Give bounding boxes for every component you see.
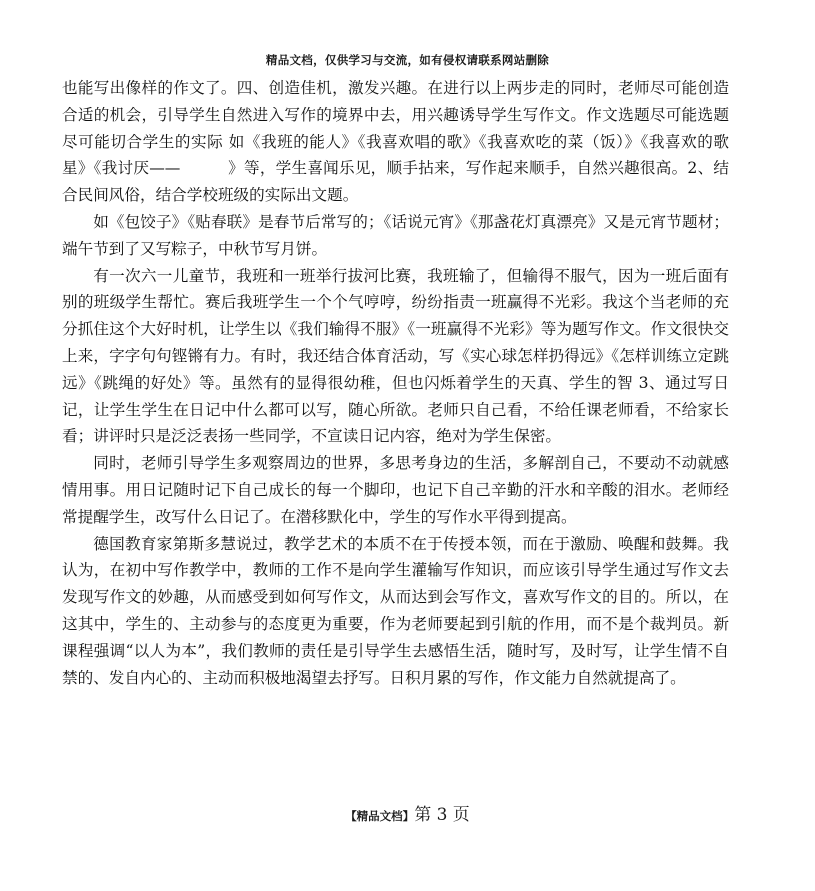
page-footer [0,800,815,825]
page-header-watermark: 精品文档，仅供学习与交流，如有侵权请联系网站删除 [265,53,550,67]
paragraph-4: 同时，老师引导学生多观察周边的世界，多思考身边的生活，多解剖自己，不要动不动就感情用事。用日记随时记下自己成长的每一个脚印，也记下自己辛勤的汗水和辛酸的泪水。老师经常提醒学生，改写什么日记了。在潜移默化中，学生的写作水平得到提高。 [62,454,729,526]
page-number: 第 3 页 [414,805,470,825]
document-body [62,75,729,691]
paragraph-3: 有一次六一儿童节，我班和一班举行拔河比赛，我班输了，但输得不服气，因为一班后面有别的班级学生帮忙。赛后我班学生一个个气哼哼，纷纷指责一班赢得不光彩。我这个当老师的充分抓住这个大好时机，让学生以《我们输得不服》《一班赢得不光彩》等为题写作文。作文很快交上来，字字句句铿锵有力。有时，我还结合体育活动，写《实心球怎样扔得远》《怎样训练立定跳远》《跳绳的好处》等。虽然有的显得很幼稚，但也闪烁着学生的天真、学生的智 3、通过写日记，让学生学生在日记中什么都可以写，随心所欲。老师只自己看，不给任课老师看，不给家长看；讲评时只是泛泛表扬一些同学，不宣读日记内容，绝对为学生保密。 [62,266,729,446]
paragraph-1: 也能写出像样的作文了。四、创造佳机，激发兴趣。在进行以上两步走的同时，老师尽可能创造合适的机会，引导学生自然进入写作的境界中去，用兴趣诱导学生写作文。作文选题尽可能选题尽可能切合学生的实际 如《我班的能人》《我喜欢唱的歌》《我喜欢吃的菜（饭）》《我喜欢的歌星》《我讨厌—— 》等，学生喜闻乐见，顺手拈来，写作起来顺手，自然兴趣很高。2、结合民间风俗，结合学校班级的实际出文题。 [62,79,729,205]
footer-tag: 【精品文档】 [345,809,415,823]
paragraph-2: 如《包饺子》《贴春联》是春节后常写的；《话说元宵》《那盏花灯真漂亮》又是元宵节题材；端午节到了又写粽子，中秋节写月饼。 [62,212,729,258]
paragraph-5: 德国教育家第斯多慧说过，教学艺术的本质不在于传授本领，而在于激励、唤醒和鼓舞。我认为，在初中写作教学中，教师的工作不是向学生灌输写作知识，而应该引导学生通过写作文去发现写作文的妙趣，从而感受到如何写作文，从而达到会写作文，喜欢写作文的目的。所以，在这其中，学生的、主动参与的态度更为重要，作为老师要起到引航的作用，而不是个裁判员。新课程强调“以人为本”，我们教师的责任是引导学生去感悟生活，随时写，及时写，让学生情不自禁的、发自内心的、主动而积极地渴望去抒写。日积月累的写作，作文能力自然就提高了。 [62,534,729,687]
